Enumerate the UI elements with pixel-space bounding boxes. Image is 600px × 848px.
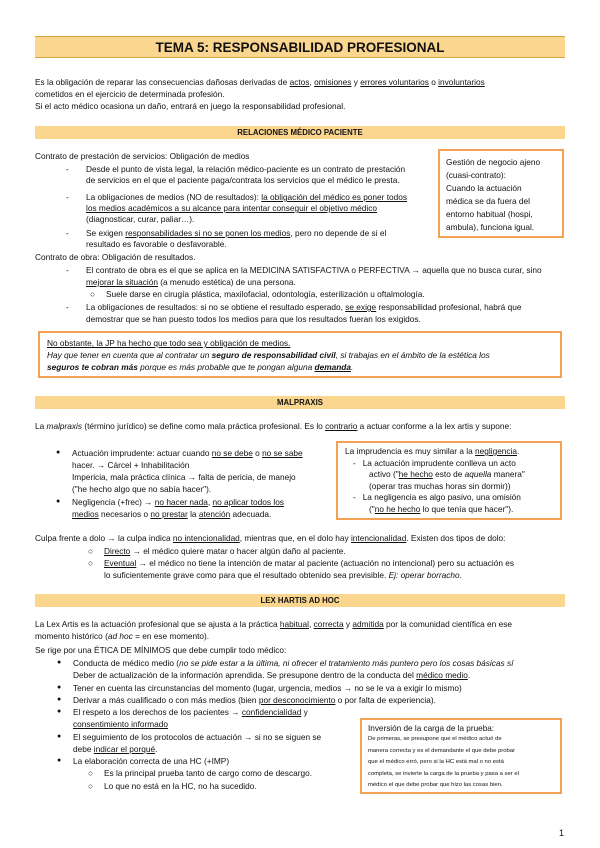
bullet-circle: ○ [88, 781, 94, 791]
side-note-line: completa, se invierte la carga de la prueba y pasa a ser el [368, 770, 519, 777]
side-note-line: activo ("he hecho esto de aquella manera" [369, 469, 525, 479]
intro-line: cometidos en el ejercicio de determinada profesión. [35, 89, 225, 99]
text-line: Desde el punto de vista legal, la relación médico-paciente es un contrato de prestación [86, 164, 406, 174]
bullet-dash: - [66, 192, 69, 202]
bullet-dot: ● [57, 733, 62, 740]
text-line: lo suficientemente grave como para que el resultado obtenido sea previsible. Ej: operar borracho. [104, 570, 462, 580]
note-line: seguros te cobran más porque es más probable que te pongan alguna demanda. [47, 362, 354, 372]
side-note-inversion [360, 718, 562, 794]
text-line: consentimiento informado [73, 719, 169, 729]
bullet-circle: ○ [88, 546, 94, 556]
bullet-circle: ○ [88, 768, 94, 778]
page-title: TEMA 5: RESPONSABILIDAD PROFESIONAL [35, 36, 565, 58]
text-line: hacer. → Cárcel + Inhabilitación [72, 460, 190, 470]
text-line: Culpa frente a dolo → la culpa indica no intencionalidad, mientras que, en el dolo hay intencionalidad. Existen dos tipos de dolo: [35, 533, 506, 543]
intro-line: Es la obligación de reparar las consecuencias dañosas derivadas de actos, omisiones y errores voluntarios o involuntarios [35, 77, 485, 87]
bullet-dash: - [66, 302, 69, 312]
bullet-dash: - [66, 265, 69, 275]
bullet-dash: - [66, 164, 69, 174]
side-note-line: La imprudencia es muy similar a la negligencia. [345, 446, 520, 456]
bullet-dot: ● [57, 708, 62, 715]
intro-line: Si el acto médico ocasiona un daño, entrará en juego la responsabilidad profesional. [35, 101, 346, 111]
note-box-jp [38, 331, 562, 378]
side-note-line: - La negligencia es algo pasivo, una omisión [353, 492, 521, 502]
text-line: Actuación imprudente: actuar cuando no se debe o no se sabe [72, 448, 303, 458]
side-note-line: (cuasi-contrato): [446, 170, 506, 180]
side-note-line: - La actuación imprudente conlleva un acto [353, 457, 516, 468]
text-line: El contrato de obra es el que se aplica en la MEDICINA SATISFACTIVA o PERFECTIVA → aquella que no busca curar, sino [86, 265, 542, 275]
text-line: Es la principal prueba tanto de cargo como de descargo. [104, 768, 313, 778]
text-line: Negligencia (+frec) → no hacer nada, no aplicar todos los [72, 497, 284, 507]
side-note-line: entorno habitual (hospi, [446, 209, 533, 219]
note-line: Hay que tener en cuenta que al contratar un seguro de responsabilidad civil, si trabajas en el ámbito de la estética los [47, 350, 490, 360]
side-note-line: médica se da fuera del [446, 196, 530, 206]
side-note-line: que el médico erró, pero si la HC está mal o no está [368, 759, 504, 765]
text-line: ("he hecho algo que no sabía hacer"). [72, 484, 212, 494]
side-note-line: De primeras, se presupone que el médico actuó de [368, 736, 502, 742]
text-line: La Lex Artis es la actuación profesional que se ajusta a la práctica habitual, correcta y admitida por la comunidad científica en ese [35, 619, 512, 629]
text-line: resultado es favorable o desfavorable. [86, 239, 227, 249]
side-note-line: Gestión de negocio ajeno [446, 157, 541, 167]
text-line: La obligaciones de resultados: si no se obtiene el resultado esperado, se exige responsabilidad profesional, habrá que [86, 302, 522, 312]
text-line: La elaboración correcta de una HC (+IMP) [73, 756, 230, 766]
subheading: Contrato de obra: Obligación de resultados. [35, 252, 196, 262]
text-line: de servicios en el que el paciente paga/contrata los servicios que el médico le presta. [86, 175, 400, 185]
bullet-dot: ● [57, 757, 62, 764]
side-note-line: manera correcta y es el demandante el que debe probar [368, 747, 516, 754]
side-note-imprudencia [336, 441, 562, 520]
side-note-line: ("no he hecho lo que tenía que hacer"). [369, 503, 514, 514]
side-note-line: ambula), funciona igual. [446, 222, 535, 232]
text-line: Se exigen responsabilidades si no se ponen los medios, pero no depende de si el [86, 228, 387, 238]
bullet-dot: ● [57, 696, 62, 703]
section-header: MALPRAXIS [35, 396, 565, 409]
text-line: Tener en cuenta las circunstancias del momento (lugar, urgencia, medios → no se le va a exigir lo mismo) [73, 683, 462, 693]
bullet-dot: ● [57, 659, 62, 666]
text-line: Lo que no está en la HC, no ha sucedido. [104, 781, 257, 791]
bullet-circle: ○ [88, 558, 94, 568]
subheading: Contrato de prestación de servicios: Obligación de medios [35, 151, 250, 161]
text-line: Derivar a más cualificado o con más medios (bien por desconocimiento o por falta de experiencia). [73, 695, 436, 705]
bullet-dot: ● [56, 498, 61, 505]
text-line: mejorar la situación (a menudo estética) de una persona. [86, 277, 296, 287]
side-note-title: Inversión de la carga de la prueba: [368, 724, 495, 733]
text-line: La obligaciones de medios (NO de resultados): la obligación del médico es poner todos [86, 192, 408, 202]
text-line: (diagnosticar, curar, paliar…). [86, 214, 195, 224]
text-line: Suele darse en cirugía plástica, maxilofacial, odontología, esterilización u oftalmología. [106, 289, 425, 299]
bullet-dot: ● [57, 684, 62, 691]
text-line: Conducta de médico medio (no se pide estar a la última, ni ofrecer el tratamiento más puntero pero los cosas básicas sí [73, 658, 514, 668]
text-line: Se rige por una ÉTICA DE MÍNIMOS que debe cumplir todo médico: [35, 645, 287, 655]
text-line: El respeto a los derechos de los pacientes → confidencialidad y [73, 707, 308, 717]
text-line: debe indicar el porqué. [73, 744, 158, 754]
text-line: Impericia, mala práctica clínica → falta de pericia, de manejo [72, 472, 296, 482]
text-line: El seguimiento de los protocolos de actuación → si no se siguen se [73, 732, 322, 742]
side-note-line: Cuando la actuación [446, 183, 522, 193]
text-line: los medios académicos a su alcance para intentar conseguir el objetivo médico [86, 203, 378, 213]
page-number: 1 [558, 828, 564, 838]
side-note-gestion [438, 149, 564, 238]
text-line: demostrar que se han puesto todos los medios para que los resultados fueran los exigidos. [86, 314, 421, 324]
bullet-dot: ● [56, 449, 61, 456]
section-header: LEX HARTIS AD HOC [35, 594, 565, 607]
text-line: Directo → el médico quiere matar o hacer algún daño al paciente. [104, 546, 346, 556]
side-note-line: (operar tras muchas horas sin dormir)) [369, 480, 511, 491]
text-line: momento histórico (ad hoc = en ese momento). [35, 631, 210, 641]
text-line: Eventual → el médico no tiene la intención de matar al paciente (actuación no intencional) pero su actuación es [104, 558, 515, 568]
text-line: Deber de actualización de la información aprendida. Se presupone dentro de la conducta del médico medio. [73, 670, 471, 680]
text-line: La malpraxis (término jurídico) se define como mala práctica profesional. Es lo contrario a actuar conforme a la lex artis y supone: [35, 421, 512, 431]
bullet-dash: - [66, 228, 69, 238]
text-line: medios necesarios o no prestar la atención adecuada. [72, 509, 272, 519]
side-note-line: médico el que debe probar que hizo las cosas bien. [368, 782, 503, 788]
bullet-circle: ○ [90, 289, 96, 299]
note-line: No obstante, la JP ha hecho que todo sea y obligación de medios. [47, 338, 291, 348]
section-header: RELACIONES MÉDICO PACIENTE [35, 126, 565, 139]
